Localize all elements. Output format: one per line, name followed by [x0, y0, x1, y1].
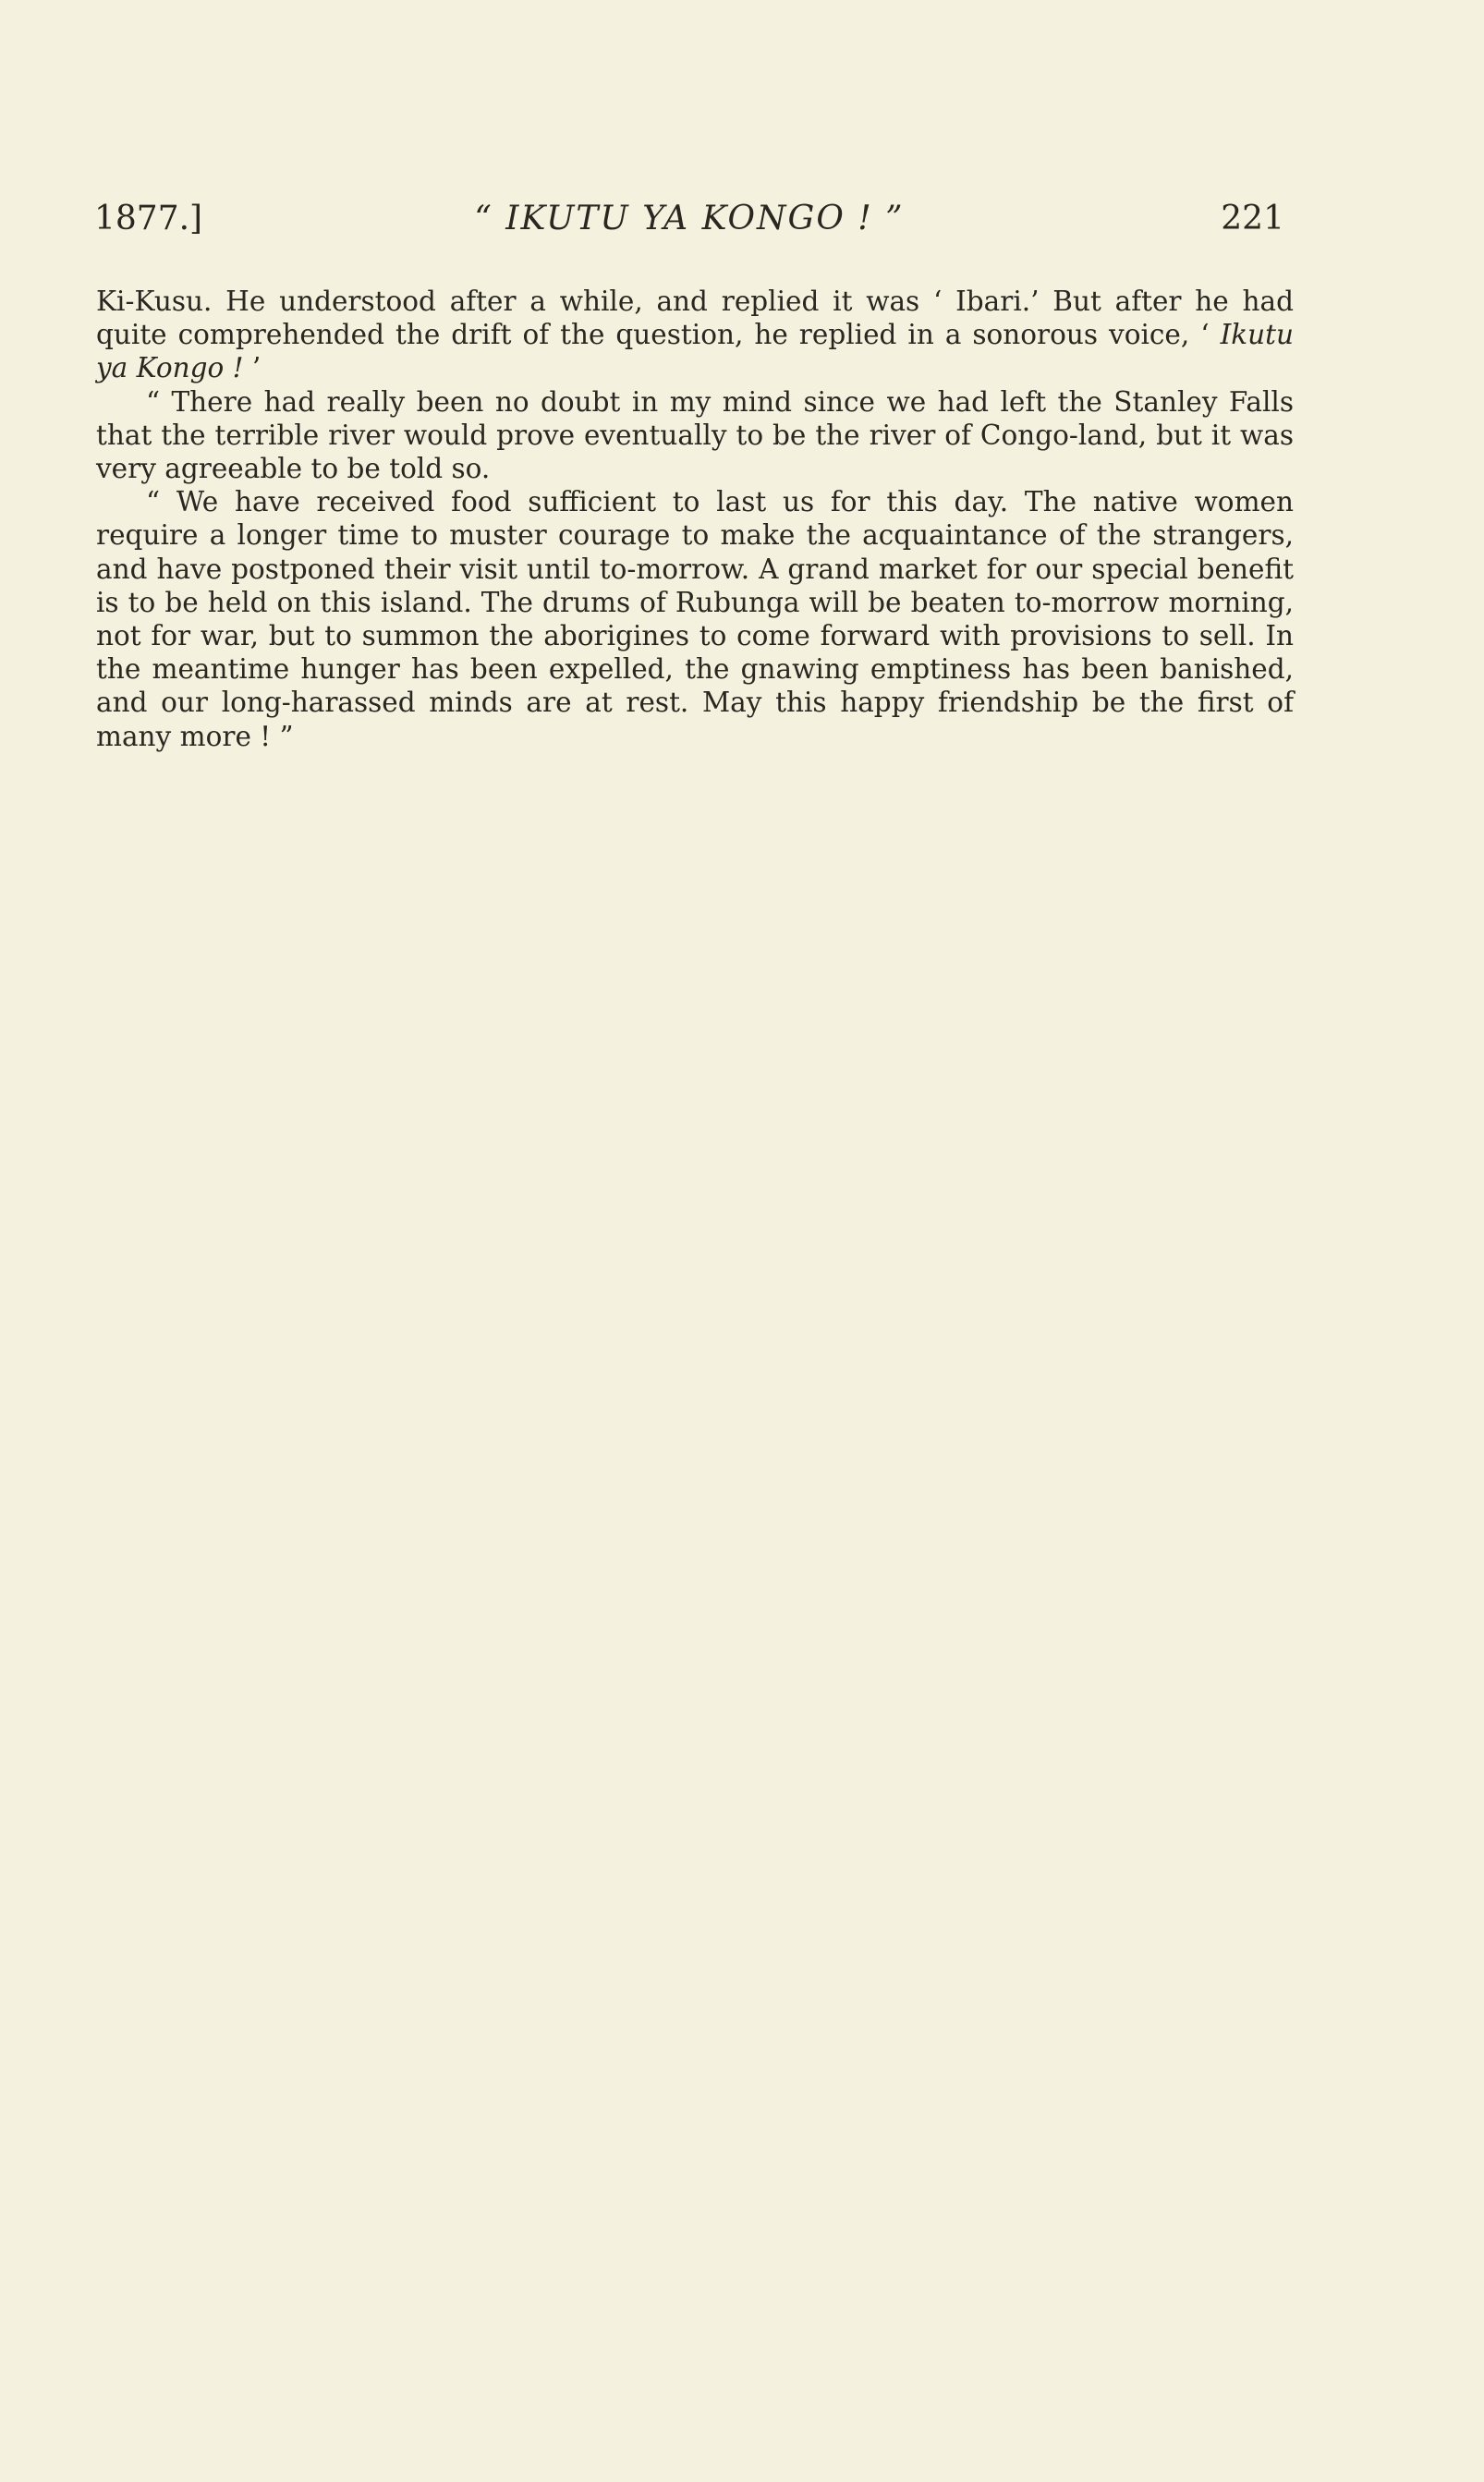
running-head [94, 196, 1284, 242]
paragraph-1-closing: ’ [243, 352, 262, 384]
page-number: 221 [1221, 200, 1284, 237]
paragraph-1-text: Ki-Kusu. He understood after a while, and replied it was ‘ Ibari.’ But after he had quite comprehended the drift of the question, he replied in a sonorous voice, ‘ [96, 286, 1294, 351]
paragraph-1-italic-quote: Ikutu ya Kongo ! [96, 319, 1294, 384]
body-text [96, 285, 1294, 753]
paragraph-2: “ There had really been no doubt in my mind since we had left the Stanley Falls that the terrible river would prove eventually to be the river of Congo-land, but it was very agreeable to be told so. [96, 385, 1294, 485]
running-head-title: “ IKUTU YA KONGO ! ” [474, 200, 905, 237]
running-head-year: 1877.] [94, 200, 203, 237]
paragraph-1 [96, 285, 1294, 385]
paragraph-3: “ We have received food sufficient to last us for this day. The native women require a longer time to muster courage to make the acquaintance of the strangers, and have postponed their visit until to-morrow. A grand market for our special benefit is to be held on this island. The drums of Rubunga will be beaten to-morrow morning, not for war, but to summon the aborigines to come forward with provisions to sell. In the meantime hunger has been expelled, the gnawing emptiness has been banished, and our long-harassed minds are at rest. May this happy friendship be the first of many more ! ” [96, 486, 1294, 752]
